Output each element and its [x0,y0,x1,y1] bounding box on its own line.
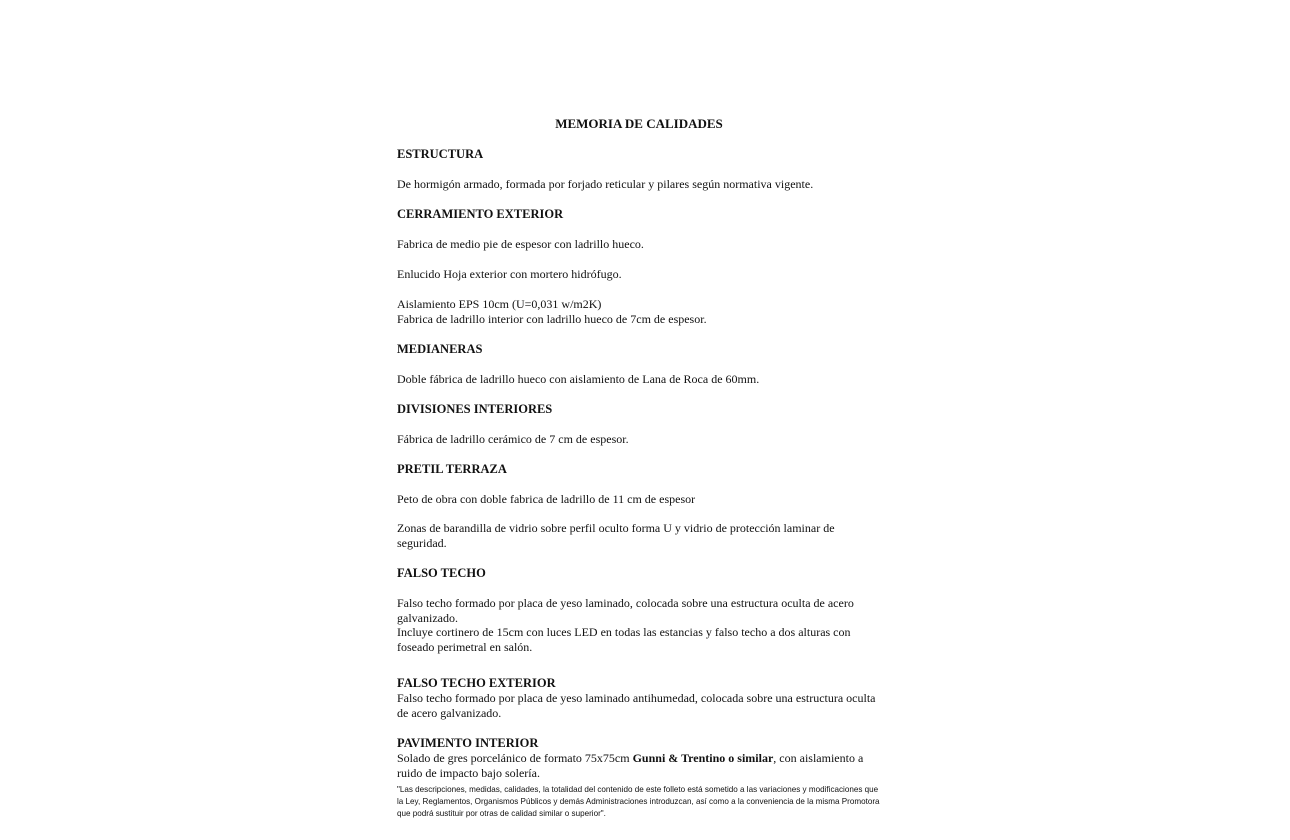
paragraph-pretil-1: Peto de obra con doble fabrica de ladrillo de 11 cm de espesor [397,491,696,506]
heading-falso-techo-exterior: FALSO TECHO EXTERIOR [397,676,556,691]
heading-estructura: ESTRUCTURA [397,147,484,161]
paragraph-divisiones: Fábrica de ladrillo cerámico de 7 cm de espesor. [397,431,629,446]
document-page [380,0,890,840]
paragraph-medianeras: Doble fábrica de ladrillo hueco con aislamiento de Lana de Roca de 60mm. [397,371,760,386]
heading-pretil-terraza: PRETIL TERRAZA [397,461,507,476]
paragraph-falso-techo-2: Incluye cortinero de 15cm con luces LED en todas las estancias y falso techo a dos alturas con foseado perimetral en salón. [397,625,851,654]
paragraph-cerramiento-4: Fabrica de ladrillo interior con ladrillo hueco de 7cm de espesor. [397,311,707,326]
paragraph-pavimento [397,751,881,780]
document-body [397,116,881,780]
heading-divisiones-interiores: DIVISIONES INTERIORES [397,401,553,416]
paragraph-falso-techo-exterior: Falso techo formado por placa de yeso laminado antihumedad, colocada sobre una estructura oculta de acero galvanizado. [397,691,876,721]
heading-pavimento-interior: PAVIMENTO INTERIOR [397,736,539,751]
document-title: MEMORIA DE CALIDADES [555,116,723,131]
pavimento-brand: Gunni & Trentino o similar [632,751,774,766]
heading-cerramiento-exterior: CERRAMIENTO EXTERIOR [397,206,564,221]
paragraph-cerramiento-2: Enlucido Hoja exterior con mortero hidrófugo. [397,266,622,281]
paragraph-cerramiento-3: Aislamiento EPS 10cm (U=0,031 w/m2K) [397,296,602,311]
heading-falso-techo: FALSO TECHO [397,566,486,581]
paragraph-cerramiento-1: Fabrica de medio pie de espesor con ladrillo hueco. [397,236,644,251]
paragraph-estructura: De hormigón armado, formada por forjado reticular y pilares según normativa vigente. [397,177,814,191]
paragraph-falso-techo-1: Falso techo formado por placa de yeso laminado, colocada sobre una estructura oculta de acero galvanizado. [397,596,854,625]
heading-medianeras: MEDIANERAS [397,341,483,356]
pavimento-text-start: Solado de gres porcelánico de formato 75x75cm [397,751,633,766]
paragraph-pretil-2: Zonas de barandilla de vidrio sobre perfil oculto forma U y vidrio de protección laminar de seguridad. [397,521,835,551]
legal-disclaimer: "Las descripciones, medidas, calidades, la totalidad del contenido de este folleto está sometido a las variaciones y modificaciones que la Ley, Reglamentos, Organismos Públicos y demás Administraciones introduzcan, así como a la conveniencia de la misma Promotora que podrá sustituir por otras de calidad similar o superior". [397,785,880,818]
pavimento-text-end: , con aislamiento a ruido de impacto bajo solería. [397,751,864,780]
